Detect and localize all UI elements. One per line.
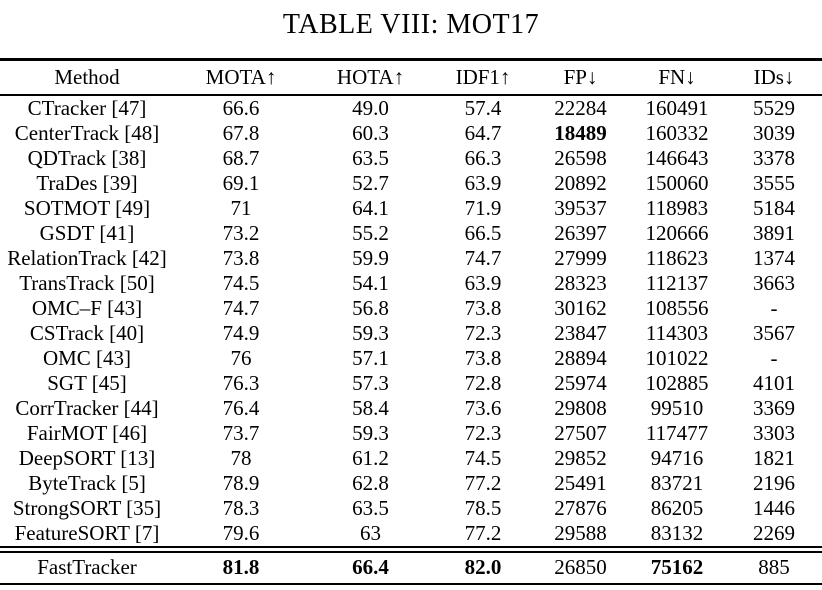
value-cell: 3567 <box>753 321 795 345</box>
method-cell: CenterTrack [48] <box>14 121 160 145</box>
value-cell: 59.3 <box>352 421 389 445</box>
table-row <box>0 321 822 346</box>
value-cell: 117477 <box>645 421 709 445</box>
value-cell: 66.3 <box>464 146 502 170</box>
value-cell: 23847 <box>554 321 607 345</box>
column-header: MOTA↑ <box>174 60 308 96</box>
value-cell: 3039 <box>753 121 795 145</box>
value-cell: 27876 <box>554 496 607 520</box>
value-cell: 74.5 <box>464 446 502 470</box>
value-cell: 78.9 <box>222 471 260 495</box>
column-header: FP↓ <box>533 60 628 96</box>
value-cell: 146643 <box>645 146 709 170</box>
method-cell: TraDes [39] <box>36 171 138 195</box>
table-row <box>0 95 822 121</box>
table-footer <box>0 550 822 585</box>
value-cell: 76.4 <box>222 396 260 420</box>
method-cell: OMC–F [43] <box>31 296 143 320</box>
value-cell: 60.3 <box>352 121 389 145</box>
value-cell: 63.9 <box>464 271 502 295</box>
value-cell: 78.3 <box>222 496 260 520</box>
table-row <box>0 246 822 271</box>
value-cell: 72.8 <box>464 371 502 395</box>
value-cell: 4101 <box>753 371 795 395</box>
table-row <box>0 521 822 550</box>
value-cell: - <box>770 296 778 320</box>
value-cell: 29808 <box>554 396 607 420</box>
value-cell: 73.7 <box>222 421 260 445</box>
results-table <box>0 58 822 585</box>
value-cell: 59.3 <box>352 321 389 345</box>
value-cell: 102885 <box>645 371 709 395</box>
method-cell: TransTrack [50] <box>19 271 155 295</box>
method-cell: FairMOT [46] <box>26 421 148 445</box>
value-cell: 3555 <box>753 171 795 195</box>
value-cell: 73.2 <box>222 221 260 245</box>
value-cell: 160332 <box>645 121 709 145</box>
method-cell: CSTrack [40] <box>29 321 145 345</box>
value-cell: 71.9 <box>464 196 502 220</box>
value-cell: 72.3 <box>464 421 502 445</box>
column-header: IDs↓ <box>726 60 822 96</box>
value-cell: 69.1 <box>222 171 260 195</box>
value-cell: 71 <box>230 196 252 220</box>
value-cell: 2269 <box>753 521 795 545</box>
value-cell: 59.9 <box>352 246 389 270</box>
value-cell: 77.2 <box>464 471 502 495</box>
value-cell: 74.7 <box>222 296 260 320</box>
header-row <box>0 60 822 96</box>
value-cell: 99510 <box>650 396 704 420</box>
value-cell: 79.6 <box>222 521 260 545</box>
method-cell: ByteTrack [5] <box>28 471 146 495</box>
value-cell: 64.7 <box>464 121 502 145</box>
value-cell: 74.7 <box>464 246 502 270</box>
value-cell: 20892 <box>554 171 607 195</box>
value-cell: 56.8 <box>352 296 389 320</box>
value-cell: 1374 <box>753 246 795 270</box>
method-cell: OMC [43] <box>42 346 132 370</box>
value-cell: 150060 <box>645 171 709 195</box>
value-cell: 67.8 <box>222 121 260 145</box>
method-cell: QDTrack [38] <box>27 146 147 170</box>
table-row <box>0 221 822 246</box>
table-row <box>0 496 822 521</box>
value-cell: 66.6 <box>222 96 260 120</box>
table-row <box>0 346 822 371</box>
value-cell: 64.1 <box>352 196 389 220</box>
value-cell: 94716 <box>650 446 704 470</box>
value-cell: 62.8 <box>352 471 389 495</box>
value-cell: 57.1 <box>352 346 389 370</box>
value-cell: 118623 <box>645 246 709 270</box>
value-cell: 108556 <box>645 296 709 320</box>
value-cell: - <box>770 346 778 370</box>
table-caption: TABLE VIII: MOT17 <box>282 9 540 40</box>
table-row <box>0 171 822 196</box>
value-cell: 63.9 <box>464 171 502 195</box>
value-cell: 54.1 <box>352 271 389 295</box>
value-cell: 3369 <box>753 396 795 420</box>
table-row <box>0 296 822 321</box>
value-cell: 58.4 <box>352 396 389 420</box>
method-cell: FastTracker <box>0 550 174 585</box>
value-cell: 112137 <box>645 271 709 295</box>
value-cell: 78.5 <box>464 496 502 520</box>
value-cell: 66.5 <box>464 221 502 245</box>
value-cell: 26397 <box>554 221 607 245</box>
method-cell: SGT [45] <box>47 371 127 395</box>
value-cell: 26598 <box>554 146 607 170</box>
value-cell: 114303 <box>645 321 709 345</box>
value-cell: 63.5 <box>352 146 389 170</box>
value-cell: 30162 <box>554 296 607 320</box>
value-cell: 885 <box>726 550 822 585</box>
table-row <box>0 446 822 471</box>
value-cell: 3663 <box>753 271 795 295</box>
value-cell: 63.5 <box>352 496 389 520</box>
value-cell: 77.2 <box>464 521 502 545</box>
value-cell: 120666 <box>645 221 709 245</box>
table-header <box>0 60 822 96</box>
value-cell: 73.8 <box>222 246 260 270</box>
column-header: HOTA↑ <box>308 60 433 96</box>
value-cell: 29588 <box>554 521 607 545</box>
method-cell: GSDT [41] <box>39 221 135 245</box>
value-cell: 81.8 <box>174 550 308 585</box>
method-cell: RelationTrack [42] <box>7 246 167 270</box>
value-cell: 73.6 <box>464 396 502 420</box>
table-body <box>0 95 822 550</box>
value-cell: 78 <box>230 446 252 470</box>
value-cell: 52.7 <box>352 171 389 195</box>
value-cell: 39537 <box>554 196 607 220</box>
table-row <box>0 471 822 496</box>
table-row <box>0 271 822 296</box>
value-cell: 83721 <box>650 471 704 495</box>
value-cell: 5184 <box>753 196 795 220</box>
column-header: FN↓ <box>628 60 726 96</box>
value-cell: 83132 <box>650 521 704 545</box>
value-cell: 61.2 <box>352 446 389 470</box>
value-cell: 72.3 <box>464 321 502 345</box>
table-row <box>0 371 822 396</box>
value-cell: 28323 <box>554 271 607 295</box>
value-cell: 86205 <box>650 496 704 520</box>
value-cell: 5529 <box>753 96 795 120</box>
value-cell: 25974 <box>554 371 607 395</box>
value-cell: 74.9 <box>222 321 260 345</box>
value-cell: 3303 <box>753 421 795 445</box>
method-cell: StrongSORT [35] <box>12 496 162 520</box>
value-cell: 22284 <box>554 96 607 120</box>
value-cell: 63 <box>360 521 381 545</box>
table-row <box>0 146 822 171</box>
column-header: IDF1↑ <box>433 60 533 96</box>
table-row <box>0 121 822 146</box>
value-cell: 1821 <box>753 446 795 470</box>
value-cell: 101022 <box>645 346 709 370</box>
value-cell: 74.5 <box>222 271 260 295</box>
value-cell: 160491 <box>645 96 709 120</box>
value-cell: 3378 <box>753 146 795 170</box>
method-cell: CorrTracker [44] <box>15 396 159 420</box>
method-cell: SOTMOT [49] <box>23 196 151 220</box>
value-cell: 27507 <box>554 421 607 445</box>
table-row <box>0 396 822 421</box>
method-cell: FeatureSORT [7] <box>14 521 160 545</box>
value-cell: 28894 <box>554 346 607 370</box>
value-cell: 3891 <box>753 221 795 245</box>
method-cell: DeepSORT [13] <box>18 446 156 470</box>
column-header: Method <box>0 60 174 96</box>
method-cell: CTracker [47] <box>27 96 147 120</box>
value-cell: 2196 <box>753 471 795 495</box>
value-cell: 57.3 <box>352 371 389 395</box>
value-cell: 118983 <box>645 196 709 220</box>
value-cell: 49.0 <box>352 96 389 120</box>
table-row <box>0 196 822 221</box>
value-cell: 68.7 <box>222 146 260 170</box>
value-cell: 26850 <box>533 550 628 585</box>
value-cell: 27999 <box>554 246 607 270</box>
value-cell: 75162 <box>628 550 726 585</box>
value-cell: 76 <box>230 346 252 370</box>
value-cell: 55.2 <box>352 221 389 245</box>
value-cell: 1446 <box>753 496 795 520</box>
value-cell: 73.8 <box>464 296 502 320</box>
value-cell: 73.8 <box>464 346 502 370</box>
value-cell: 57.4 <box>464 96 502 120</box>
value-cell: 25491 <box>554 471 607 495</box>
value-cell: 18489 <box>554 121 607 145</box>
table-row <box>0 421 822 446</box>
value-cell: 29852 <box>554 446 607 470</box>
value-cell: 76.3 <box>222 371 260 395</box>
highlighted-method-row <box>0 550 822 585</box>
value-cell: 66.4 <box>308 550 433 585</box>
value-cell: 82.0 <box>433 550 533 585</box>
